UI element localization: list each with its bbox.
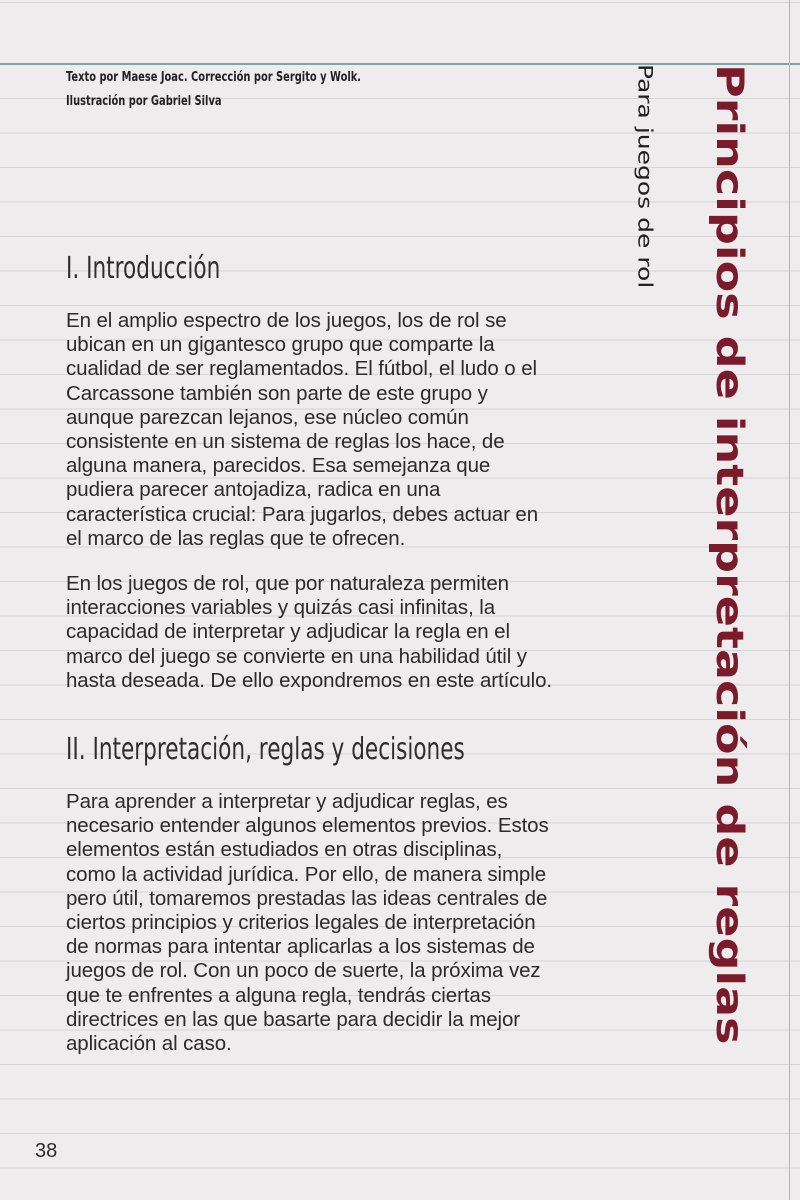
paragraph-interpretacion-1: Para aprender a interpretar y adjudicar reglas, es necesario entender algunos elementos previos. Estos elementos están estudiados en otras disciplinas, como la actividad jurídica. Por ello, de manera simple pero útil, tomaremos prestadas las ideas centrales de ciertos principios y criterios legales de interpretación de normas para intentar aplicarlas a los sistemas de juegos de rol. Con un poco de suerte, la próxima vez que te enfrentes a alguna regla, tendrás ciertas directrices en las que basarte para decidir la mejor aplicación al caso. bbox=[66, 790, 549, 1056]
illustration-credit: Ilustración por Gabriel Silva bbox=[66, 94, 222, 109]
section-heading-interpretacion: II. Interpretación, reglas y decisiones bbox=[66, 732, 465, 767]
paragraph-intro-2: En los juegos de rol, que por naturaleza permiten interacciones variables y quizás casi infinitas, la capacidad de interpretar y adjudicar la regla en el marco del juego se convierte en una habilidad útil y hasta deseada. De ello expondremos en este artículo. bbox=[66, 572, 552, 692]
credits bbox=[66, 66, 461, 114]
article-subtitle: Para juegos de rol bbox=[633, 64, 657, 289]
margin-rule bbox=[789, 0, 790, 1200]
credits-text: Texto por Maese Joac. Corrección por Sergito y Wolk. bbox=[66, 70, 362, 85]
section-heading-introduccion: I. Introducción bbox=[66, 251, 221, 286]
article-title: Principios de interpretación de reglas bbox=[707, 64, 753, 1045]
paragraph-intro-1: En el amplio espectro de los juegos, los de rol se ubican en un gigantesco grupo que comparte la cualidad de ser reglamentados. El fútbol, el ludo o el Carcassone también son parte de este grupo y aunque parezcan lejanos, ese núcleo común consistente en un sistema de reglas los hace, de alguna manera, parecidos. Esa semejanza que pudiera parecer antojadiza, radica en una característica crucial: Para jugarlos, debes actuar en el marco de las reglas que te ofrecen. bbox=[66, 309, 539, 550]
top-rule bbox=[0, 63, 800, 65]
page-number: 38 bbox=[35, 1140, 58, 1162]
